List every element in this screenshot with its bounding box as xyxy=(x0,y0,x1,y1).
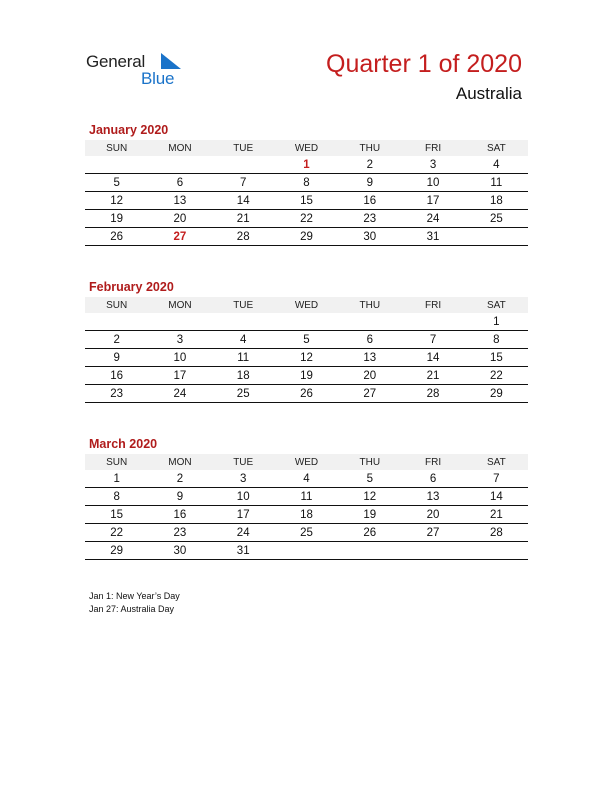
weekday-header: SAT xyxy=(465,297,528,313)
weekday-header: MON xyxy=(148,140,211,156)
week-row xyxy=(85,228,528,246)
weekday-header: SAT xyxy=(465,454,528,470)
weekday-header: TUE xyxy=(212,297,275,313)
day-cell: 5 xyxy=(275,331,338,349)
day-cell: 31 xyxy=(212,542,275,560)
day-cell: 24 xyxy=(148,385,211,403)
holiday-note: Jan 27: Australia Day xyxy=(89,604,175,614)
day-cell: 21 xyxy=(401,367,464,385)
week-row xyxy=(85,506,528,524)
day-cell: 6 xyxy=(148,174,211,192)
weekday-header: SAT xyxy=(465,140,528,156)
day-cell: 14 xyxy=(465,488,528,506)
day-cell: 28 xyxy=(465,524,528,542)
day-cell: 20 xyxy=(401,506,464,524)
week-row xyxy=(85,367,528,385)
day-cell: 2 xyxy=(85,331,148,349)
day-cell: 11 xyxy=(465,174,528,192)
day-cell: 24 xyxy=(212,524,275,542)
day-cell: 2 xyxy=(338,156,401,174)
week-row xyxy=(85,156,528,174)
day-cell: 9 xyxy=(148,488,211,506)
day-cell: 20 xyxy=(338,367,401,385)
day-cell: 31 xyxy=(401,228,464,246)
day-cell: 19 xyxy=(338,506,401,524)
month-grid xyxy=(85,297,528,403)
day-cell: 26 xyxy=(338,524,401,542)
day-cell: 1 xyxy=(275,156,338,174)
day-cell: 23 xyxy=(338,210,401,228)
day-cell: 16 xyxy=(148,506,211,524)
day-cell: 17 xyxy=(401,192,464,210)
day-cell: 11 xyxy=(275,488,338,506)
logo-text-blue: Blue xyxy=(141,69,175,88)
day-cell: 20 xyxy=(148,210,211,228)
day-cell: 21 xyxy=(465,506,528,524)
day-cell: 30 xyxy=(148,542,211,560)
day-cell: 16 xyxy=(338,192,401,210)
holiday-note: Jan 1: New Year’s Day xyxy=(89,591,180,601)
day-cell: 4 xyxy=(275,470,338,488)
logo-text-general: General xyxy=(86,52,146,71)
week-row xyxy=(85,542,528,560)
day-cell: 29 xyxy=(85,542,148,560)
day-cell: 7 xyxy=(465,470,528,488)
day-cell: 22 xyxy=(85,524,148,542)
day-cell: 6 xyxy=(338,331,401,349)
day-cell: 19 xyxy=(85,210,148,228)
day-cell xyxy=(212,156,275,174)
day-cell: 2 xyxy=(148,470,211,488)
day-cell: 24 xyxy=(401,210,464,228)
day-cell: 15 xyxy=(85,506,148,524)
month-calendar-january xyxy=(85,122,528,246)
month-title: March 2020 xyxy=(89,437,158,451)
week-row xyxy=(85,192,528,210)
day-cell: 9 xyxy=(338,174,401,192)
day-cell xyxy=(401,542,464,560)
day-cell: 17 xyxy=(148,367,211,385)
week-row xyxy=(85,331,528,349)
day-cell: 11 xyxy=(212,349,275,367)
weekday-header: WED xyxy=(275,140,338,156)
week-row xyxy=(85,174,528,192)
day-cell: 12 xyxy=(85,192,148,210)
weekday-header: THU xyxy=(338,297,401,313)
day-cell xyxy=(465,542,528,560)
week-row xyxy=(85,470,528,488)
month-calendar-february xyxy=(85,279,528,403)
month-grid xyxy=(85,140,528,246)
weekday-header: SUN xyxy=(85,454,148,470)
day-cell xyxy=(275,313,338,331)
day-cell: 30 xyxy=(338,228,401,246)
day-cell: 28 xyxy=(401,385,464,403)
day-cell: 3 xyxy=(401,156,464,174)
day-cell xyxy=(85,313,148,331)
weekday-header: FRI xyxy=(401,140,464,156)
day-cell xyxy=(85,156,148,174)
day-cell: 28 xyxy=(212,228,275,246)
week-row xyxy=(85,385,528,403)
day-cell: 5 xyxy=(85,174,148,192)
weekday-header: THU xyxy=(338,454,401,470)
day-cell: 13 xyxy=(401,488,464,506)
day-cell xyxy=(275,542,338,560)
day-cell: 12 xyxy=(275,349,338,367)
month-title: January 2020 xyxy=(89,123,169,137)
country-name: Australia xyxy=(455,84,522,103)
day-cell: 27 xyxy=(338,385,401,403)
weekday-header-row xyxy=(85,140,528,156)
holiday-notes xyxy=(89,590,180,616)
day-cell: 4 xyxy=(465,156,528,174)
day-cell xyxy=(148,156,211,174)
day-cell xyxy=(401,313,464,331)
weekday-header: TUE xyxy=(212,454,275,470)
day-cell: 21 xyxy=(212,210,275,228)
day-cell: 29 xyxy=(275,228,338,246)
week-row xyxy=(85,524,528,542)
logo xyxy=(86,52,196,92)
day-cell: 15 xyxy=(275,192,338,210)
page-title: Quarter 1 of 2020 xyxy=(326,50,522,78)
day-cell: 26 xyxy=(275,385,338,403)
day-cell: 9 xyxy=(85,349,148,367)
day-cell: 22 xyxy=(465,367,528,385)
day-cell: 15 xyxy=(465,349,528,367)
weekday-header-row xyxy=(85,297,528,313)
day-cell: 27 xyxy=(401,524,464,542)
month-grid xyxy=(85,454,528,560)
day-cell: 3 xyxy=(212,470,275,488)
day-cell: 12 xyxy=(338,488,401,506)
month-calendar-march xyxy=(85,436,528,560)
day-cell: 13 xyxy=(148,192,211,210)
day-cell: 23 xyxy=(148,524,211,542)
day-cell xyxy=(148,313,211,331)
day-cell: 25 xyxy=(465,210,528,228)
day-cell xyxy=(465,228,528,246)
day-cell: 7 xyxy=(401,331,464,349)
day-cell: 19 xyxy=(275,367,338,385)
weekday-header-row xyxy=(85,454,528,470)
day-cell: 3 xyxy=(148,331,211,349)
day-cell: 8 xyxy=(85,488,148,506)
day-cell: 8 xyxy=(275,174,338,192)
day-cell: 13 xyxy=(338,349,401,367)
weekday-header: THU xyxy=(338,140,401,156)
day-cell: 23 xyxy=(85,385,148,403)
weekday-header: SUN xyxy=(85,140,148,156)
day-cell: 10 xyxy=(148,349,211,367)
week-row xyxy=(85,488,528,506)
day-cell: 18 xyxy=(212,367,275,385)
day-cell: 25 xyxy=(275,524,338,542)
day-cell: 17 xyxy=(212,506,275,524)
weekday-header: WED xyxy=(275,454,338,470)
day-cell: 4 xyxy=(212,331,275,349)
day-cell: 27 xyxy=(148,228,211,246)
day-cell: 10 xyxy=(212,488,275,506)
weekday-header: WED xyxy=(275,297,338,313)
day-cell: 5 xyxy=(338,470,401,488)
weekday-header: SUN xyxy=(85,297,148,313)
day-cell: 1 xyxy=(85,470,148,488)
day-cell: 10 xyxy=(401,174,464,192)
week-row xyxy=(85,349,528,367)
weekday-header: MON xyxy=(148,297,211,313)
day-cell: 29 xyxy=(465,385,528,403)
day-cell: 6 xyxy=(401,470,464,488)
week-row xyxy=(85,313,528,331)
weekday-header: FRI xyxy=(401,297,464,313)
day-cell: 14 xyxy=(212,192,275,210)
day-cell: 18 xyxy=(275,506,338,524)
day-cell xyxy=(212,313,275,331)
weekday-header: TUE xyxy=(212,140,275,156)
day-cell: 7 xyxy=(212,174,275,192)
day-cell xyxy=(338,542,401,560)
day-cell xyxy=(338,313,401,331)
day-cell: 8 xyxy=(465,331,528,349)
day-cell: 14 xyxy=(401,349,464,367)
month-title: February 2020 xyxy=(89,280,174,294)
day-cell: 26 xyxy=(85,228,148,246)
weekday-header: MON xyxy=(148,454,211,470)
day-cell: 1 xyxy=(465,313,528,331)
weekday-header: FRI xyxy=(401,454,464,470)
day-cell: 16 xyxy=(85,367,148,385)
day-cell: 18 xyxy=(465,192,528,210)
week-row xyxy=(85,210,528,228)
day-cell: 22 xyxy=(275,210,338,228)
day-cell: 25 xyxy=(212,385,275,403)
